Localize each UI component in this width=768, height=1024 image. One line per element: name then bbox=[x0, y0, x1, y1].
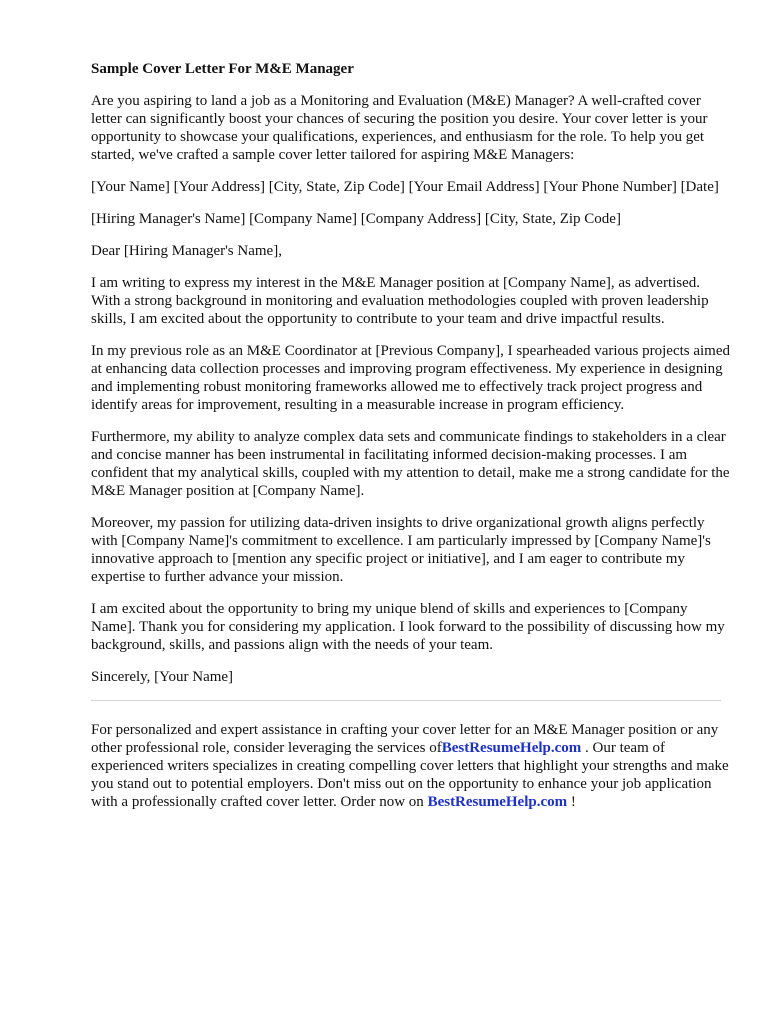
closing: Sincerely, [Your Name] bbox=[91, 669, 234, 685]
document-page bbox=[91, 60, 731, 825]
bestresumehelp-link-2[interactable]: BestResumeHelp.com bbox=[427, 794, 568, 810]
recipient-address-block: [Hiring Manager's Name] [Company Name] [Company Address] [City, State, Zip Code] bbox=[91, 211, 621, 227]
body-paragraph-3: Furthermore, my ability to analyze complex data sets and communicate findings to stakeholders in a clear and concise manner has been instrumental in facilitating informed decision-making processes. I am confident that my analytical skills, coupled with my attention to detail, make me a strong candidate for the M&E Manager position at [Company Name]. bbox=[91, 429, 730, 499]
promo-text-1: For personalized and expert assistance in crafting your cover letter for an M&E Manager position or any other professional role, consider leveraging the services of bbox=[91, 722, 719, 756]
intro-paragraph: Are you aspiring to land a job as a Monitoring and Evaluation (M&E) Manager? A well-crafted cover letter can significantly boost your chances of securing the position you desire. Your cover letter is your opportunity to showcase your qualifications, experiences, and enthusiasm for the role. To help you get started, we've crafted a sample cover letter tailored for aspiring M&E Managers: bbox=[91, 93, 708, 163]
body-paragraph-1: I am writing to express my interest in the M&E Manager position at [Company Name], as advertised. With a strong background in monitoring and evaluation methodologies coupled with proven leadership skills, I am excited about the opportunity to contribute to your team and drive impactful results. bbox=[91, 275, 709, 327]
salutation: Dear [Hiring Manager's Name], bbox=[91, 243, 282, 259]
promo-text-3: ! bbox=[567, 794, 576, 810]
section-divider bbox=[91, 700, 721, 701]
body-paragraph-4: Moreover, my passion for utilizing data-driven insights to drive organizational growth aligns perfectly with [Company Name]'s commitment to excellence. I am particularly impressed by [Company Name]'s innovative approach to [mention any specific project or initiative], and I am eager to contribute my expertise to further advance your mission. bbox=[91, 515, 711, 585]
promo-text-2: . Our team of experienced writers specializes in creating compelling cover letters that highlight your strengths and make you stand out to potential employers. Don't miss out on the opportunity to enhance your job application with a professionally crafted cover letter. Order now on bbox=[91, 740, 729, 810]
promo-paragraph bbox=[91, 721, 731, 811]
body-paragraph-5: I am excited about the opportunity to bring my unique blend of skills and experiences to [Company Name]. Thank you for considering my application. I look forward to the possibility of discussing how my background, skills, and passions align with the needs of your team. bbox=[91, 601, 725, 653]
body-paragraph-2: In my previous role as an M&E Coordinator at [Previous Company], I spearheaded various projects aimed at enhancing data collection processes and improving program effectiveness. My experience in designing and implementing robust monitoring frameworks allowed me to effectively track project progress and identify areas for improvement, resulting in a measurable increase in program efficiency. bbox=[91, 343, 731, 413]
sender-address-block: [Your Name] [Your Address] [City, State, Zip Code] [Your Email Address] [Your Phone Number] [Date] bbox=[91, 179, 719, 195]
document-title: Sample Cover Letter For M&E Manager bbox=[91, 61, 354, 77]
bestresumehelp-link-1[interactable]: BestResumeHelp.com bbox=[441, 740, 582, 756]
